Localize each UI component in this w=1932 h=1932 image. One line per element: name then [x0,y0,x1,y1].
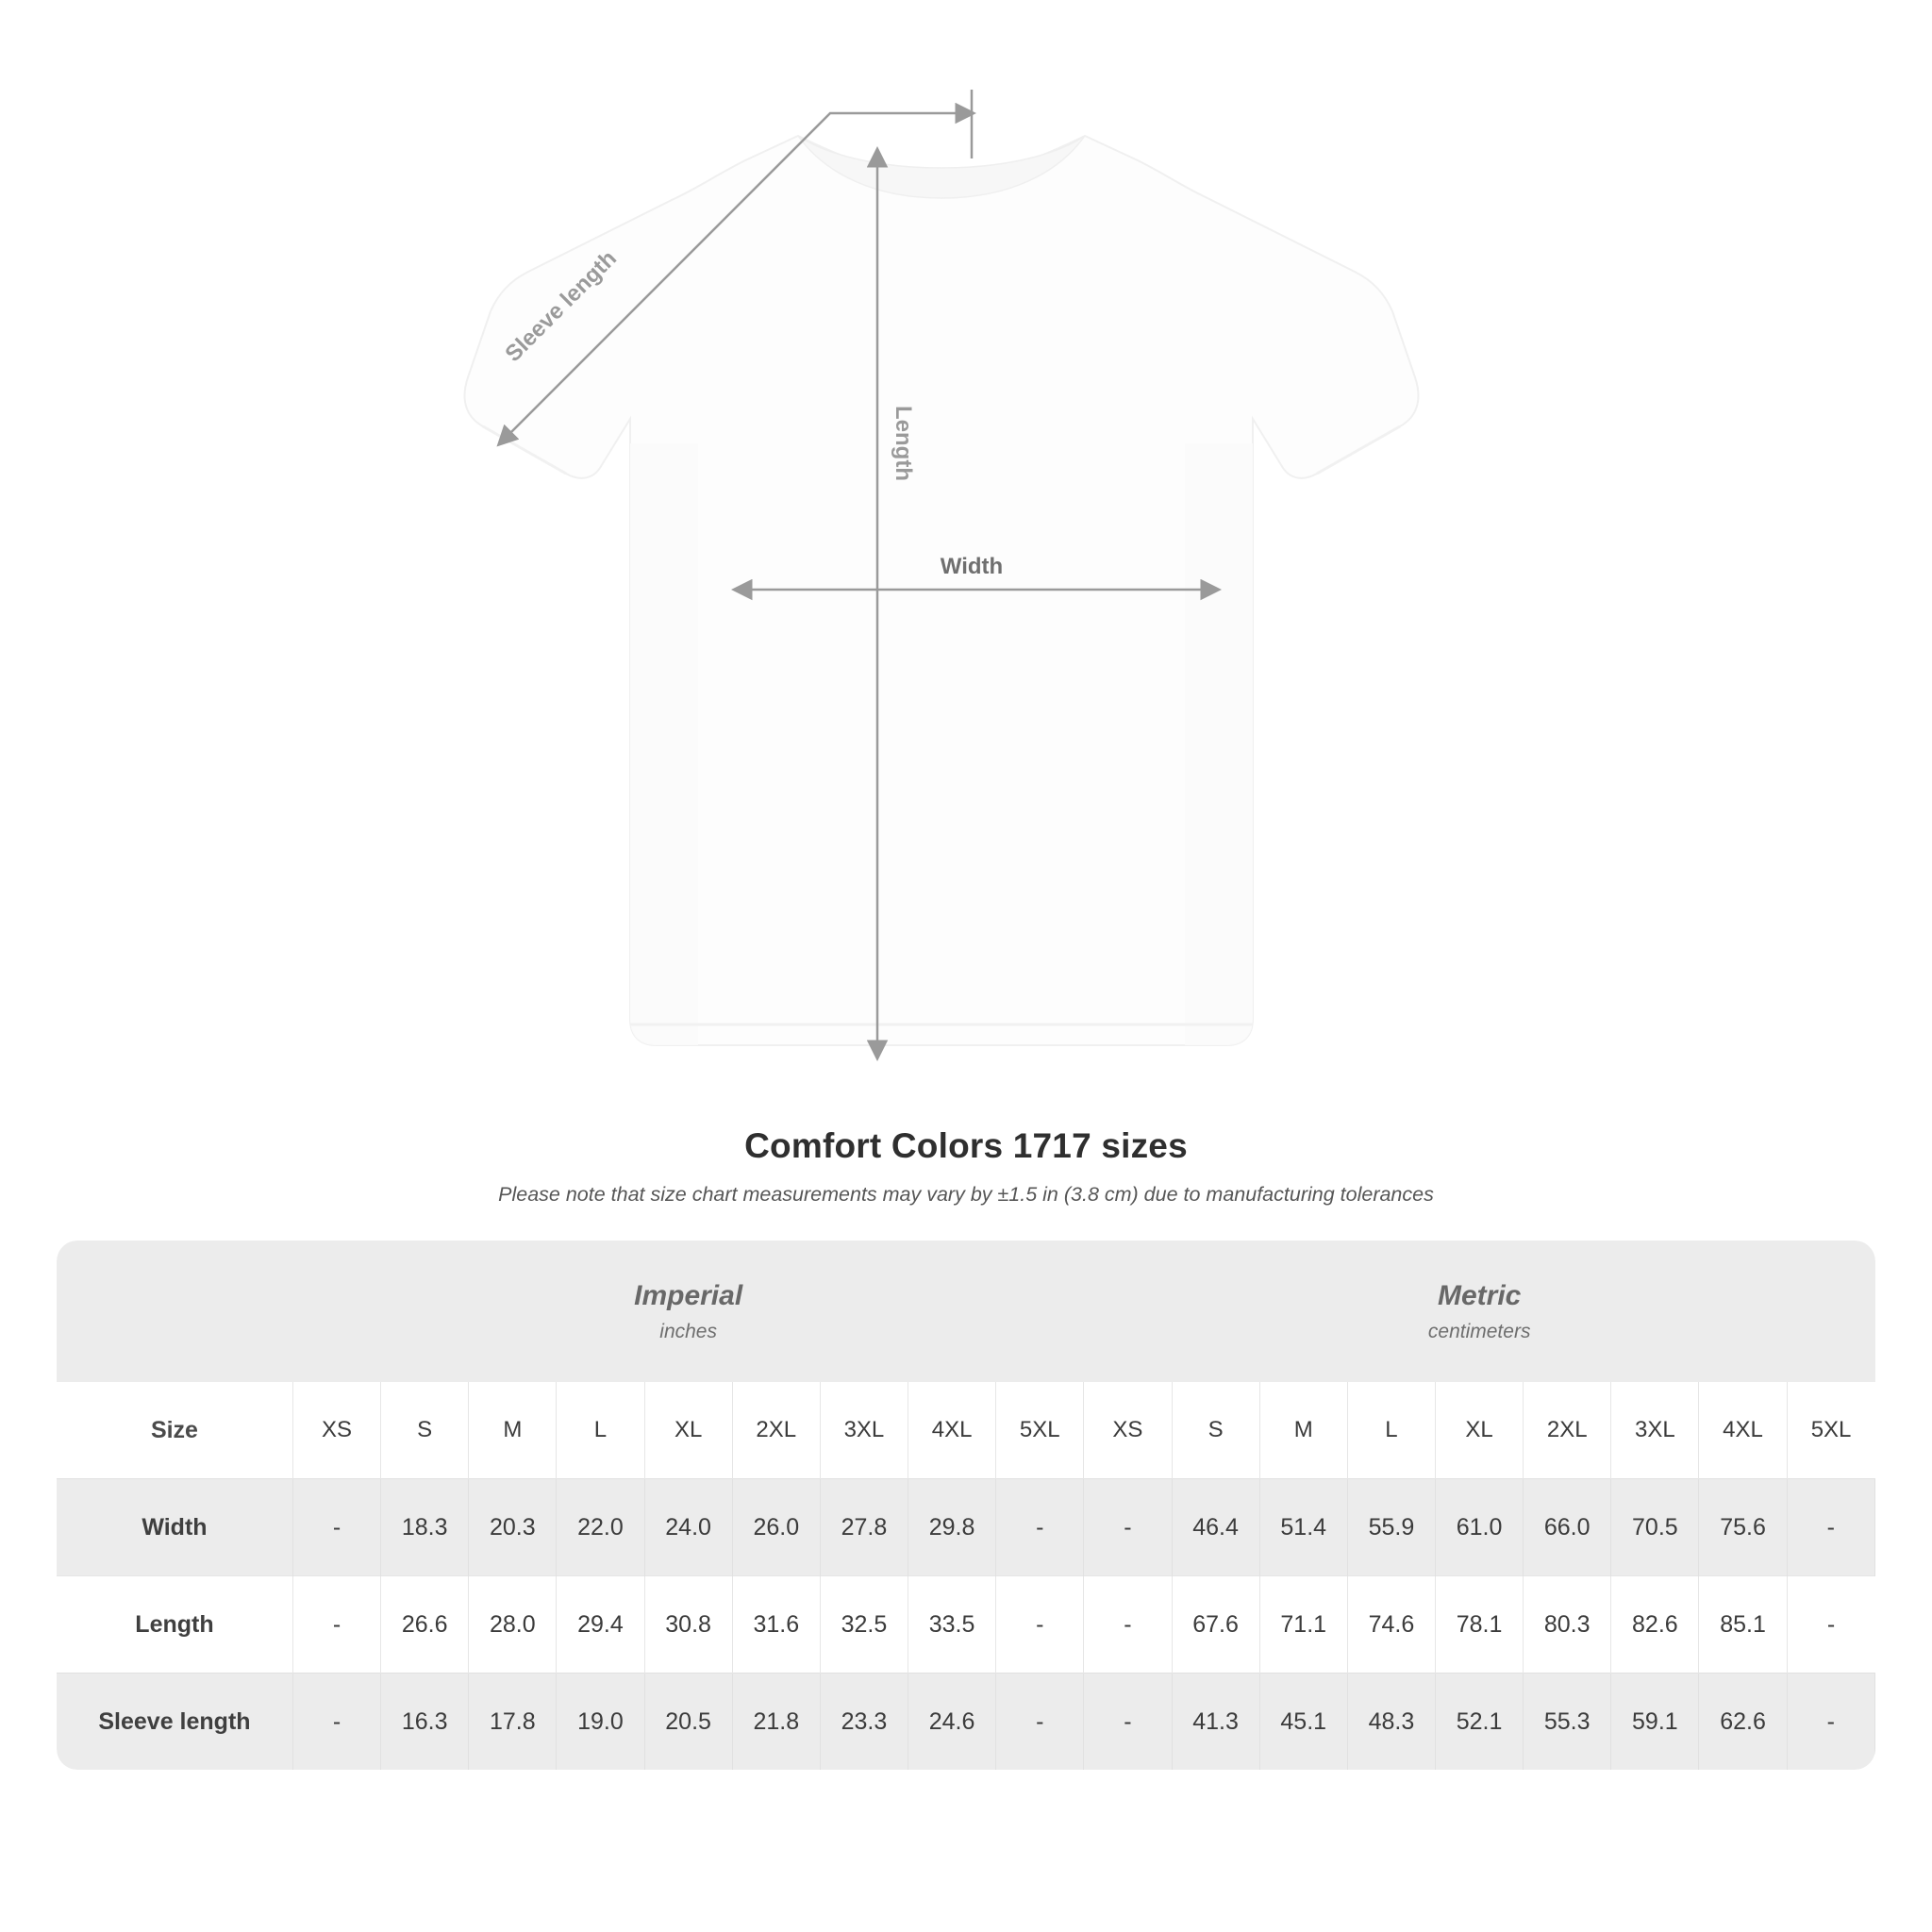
header-size-12: L [1347,1382,1435,1479]
cell-width-4: 24.0 [644,1479,732,1576]
length-label: Length [891,406,916,481]
cell-width-1: 18.3 [381,1479,469,1576]
row-label-width: Width [57,1479,292,1576]
cell-length-5: 31.6 [732,1576,820,1674]
header-size-14: 2XL [1524,1382,1611,1479]
cell-sleeve-8: - [996,1674,1084,1771]
cell-sleeve-14: 55.3 [1524,1674,1611,1771]
header-size-2: M [469,1382,557,1479]
cell-length-11: 71.1 [1259,1576,1347,1674]
unit-imperial-sub: inches [659,1320,717,1342]
cell-width-0: - [292,1479,380,1576]
header-size-0: XS [292,1382,380,1479]
cell-width-9: - [1084,1479,1172,1576]
cell-sleeve-9: - [1084,1674,1172,1771]
size-table [57,1241,1875,1770]
cell-sleeve-2: 17.8 [469,1674,557,1771]
cell-length-12: 74.6 [1347,1576,1435,1674]
cell-width-5: 26.0 [732,1479,820,1576]
unit-spacer [57,1241,292,1382]
cell-width-2: 20.3 [469,1479,557,1576]
table-row [57,1576,1875,1674]
cell-width-14: 66.0 [1524,1479,1611,1576]
header-size-16: 4XL [1699,1382,1787,1479]
unit-imperial [292,1241,1083,1382]
cell-width-11: 51.4 [1259,1479,1347,1576]
header-size-7: 4XL [908,1382,996,1479]
cell-length-6: 32.5 [820,1576,908,1674]
page-title: Comfort Colors 1717 sizes [744,1126,1188,1165]
header-size-1: S [381,1382,469,1479]
cell-sleeve-3: 19.0 [557,1674,644,1771]
cell-width-13: 61.0 [1435,1479,1523,1576]
cell-width-17: - [1787,1479,1874,1576]
tolerance-note: Please note that size chart measurements may vary by ±1.5 in (3.8 cm) due to manufacturing tolerances [498,1183,1434,1206]
cell-sleeve-13: 52.1 [1435,1674,1523,1771]
cell-width-3: 22.0 [557,1479,644,1576]
unit-imperial-name: Imperial [634,1279,743,1311]
cell-sleeve-1: 16.3 [381,1674,469,1771]
header-size-4: XL [644,1382,732,1479]
table-row [57,1479,1875,1576]
header-size-9: XS [1084,1382,1172,1479]
cell-length-16: 85.1 [1699,1576,1787,1674]
header-size-13: XL [1435,1382,1523,1479]
cell-sleeve-12: 48.3 [1347,1674,1435,1771]
header-size-8: 5XL [996,1382,1084,1479]
cell-sleeve-10: 41.3 [1172,1674,1259,1771]
cell-sleeve-16: 62.6 [1699,1674,1787,1771]
width-label: Width [940,554,1004,579]
unit-metric-sub: centimeters [1427,1320,1531,1342]
cell-width-7: 29.8 [908,1479,996,1576]
row-label-sleeve-length: Sleeve length [57,1674,292,1771]
cell-sleeve-0: - [292,1674,380,1771]
cell-length-14: 80.3 [1524,1576,1611,1674]
cell-sleeve-15: 59.1 [1611,1674,1699,1771]
cell-length-9: - [1084,1576,1172,1674]
cell-sleeve-4: 20.5 [644,1674,732,1771]
cell-length-0: - [292,1576,380,1674]
cell-sleeve-17: - [1787,1674,1874,1771]
unit-header-row [57,1241,1875,1382]
cell-sleeve-6: 23.3 [820,1674,908,1771]
cell-width-15: 70.5 [1611,1479,1699,1576]
cell-length-15: 82.6 [1611,1576,1699,1674]
cell-width-16: 75.6 [1699,1479,1787,1576]
cell-length-10: 67.6 [1172,1576,1259,1674]
cell-length-17: - [1787,1576,1874,1674]
cell-width-8: - [996,1479,1084,1576]
sleeve-length-label: Sleeve length [500,245,622,367]
title-block [0,1126,1932,1207]
header-size-11: M [1259,1382,1347,1479]
header-size-6: 3XL [820,1382,908,1479]
cell-length-1: 26.6 [381,1576,469,1674]
header-size-17: 5XL [1787,1382,1874,1479]
unit-metric-name: Metric [1438,1279,1522,1311]
cell-length-3: 29.4 [557,1576,644,1674]
header-size-10: S [1172,1382,1259,1479]
cell-width-6: 27.8 [820,1479,908,1576]
cell-length-2: 28.0 [469,1576,557,1674]
header-size-5: 2XL [732,1382,820,1479]
cell-length-8: - [996,1576,1084,1674]
header-size-3: L [557,1382,644,1479]
cell-width-12: 55.9 [1347,1479,1435,1576]
size-table-wrapper [57,1241,1875,1770]
row-label-length: Length [57,1576,292,1674]
cell-sleeve-5: 21.8 [732,1674,820,1771]
header-size-15: 3XL [1611,1382,1699,1479]
unit-metric [1084,1241,1875,1382]
cell-length-4: 30.8 [644,1576,732,1674]
cell-length-7: 33.5 [908,1576,996,1674]
cell-length-13: 78.1 [1435,1576,1523,1674]
size-header-row [57,1382,1875,1479]
header-size-label: Size [57,1382,292,1479]
table-row [57,1674,1875,1771]
cell-width-10: 46.4 [1172,1479,1259,1576]
cell-sleeve-11: 45.1 [1259,1674,1347,1771]
cell-sleeve-7: 24.6 [908,1674,996,1771]
